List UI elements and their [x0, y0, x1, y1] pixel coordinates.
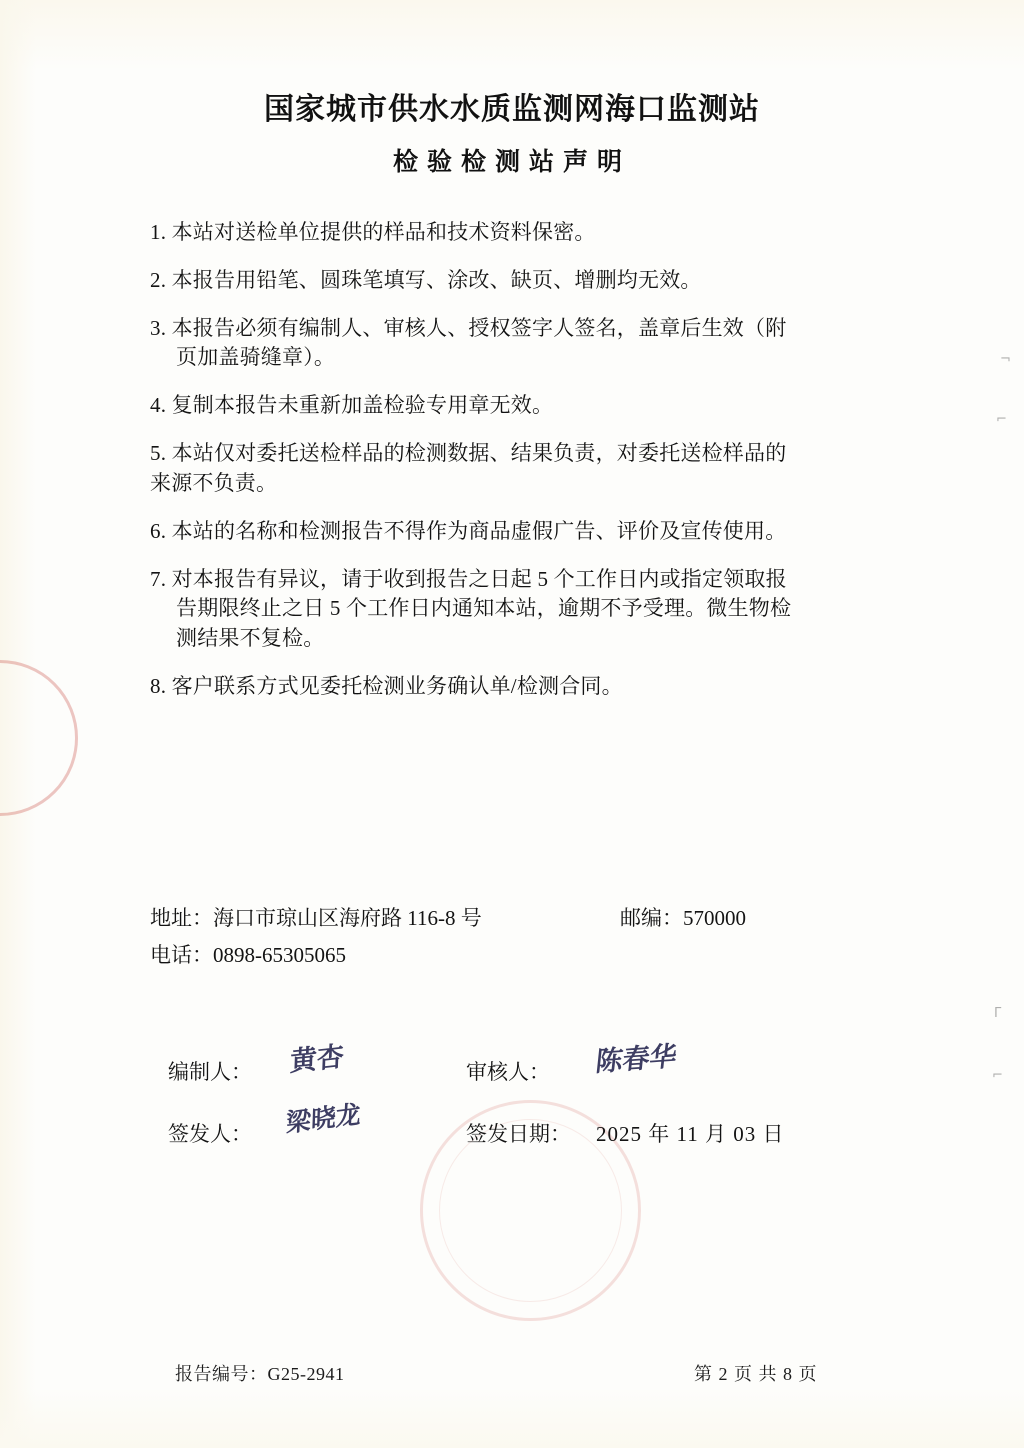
clause-item-5-line2: 来源不负责。	[150, 470, 278, 495]
preparer-signature	[286, 1041, 466, 1097]
document-page: ¬ ⌐ Γ ⌐ 国家城市供水水质监测网海口监测站 检验检测站声明 1. 本站对送检单位提供的样品和技术资料保密。 2. 本报告用铅笔、圆珠笔填写、涂改、缺页、增删均无效。 3. 本报告必须有编制人、审核人、授权签字人签名，盖章后生效（附 页加盖骑缝章）。 4. 复制本报告未重新加盖检验专用章无效。 5. 本站仅对委托送检样品的检测数据、结果负责，对委托送检样品的 来源不负责。 6. 本站的名称和检测报告不得作为商品虚假广告、评价及宣传使用。 7. 对本报告有异议，请于收到报告之日起 5 个工作日内或指定领取报 告期限终止之日 5 个工作日内通知本站，逾期不予受理。微生物检 测结果不复检。 8. 客户联系方式见委托检测业务确认单/检测合同。 地址：海口市琼山区海府路 116-8 号 邮编：570000 电话：0898-65305065 编制人： 黄杏 审核人： 陈春华 签发人： 梁晓龙 签发日期： 2025 年 11 月 03 日 报告编号：G25-2941 第 2 页 共 8 页	[0, 0, 1024, 1448]
issue-date-value: 2025 年 11 月 03 日	[596, 1122, 785, 1146]
scan-edge-tint-top	[0, 0, 1024, 70]
clause-item-7-line3: 测结果不复检。	[176, 626, 325, 651]
phone-field	[150, 937, 620, 974]
scan-edge-tint-left	[0, 0, 36, 1448]
issuer-signature-text: 梁晓龙	[285, 1099, 362, 1138]
clause-item-8: 8. 客户联系方式见委托检测业务确认单/检测合同。	[150, 673, 623, 698]
postcode-label: 邮编：	[620, 906, 683, 930]
clause-item-6: 6. 本站的名称和检测报告不得作为商品虚假广告、评价及宣传使用。	[150, 518, 787, 543]
phone-row	[150, 937, 890, 974]
clause-item-5-line1: 5. 本站仅对委托送检样品的检测数据、结果负责，对委托送检样品的	[150, 441, 787, 466]
signature-row-preparer-reviewer	[168, 1040, 908, 1102]
issuer-label: 签发人：	[168, 1122, 252, 1146]
scan-edge-tint-bottom	[0, 1388, 1024, 1448]
reviewer-signature-text: 陈春华	[594, 1041, 679, 1079]
page-title: 国家城市供水水质监测网海口监测站	[264, 92, 760, 127]
clause-item-7-line1: 7. 对本报告有异议，请于收到报告之日起 5 个工作日内或指定领取报	[150, 566, 787, 591]
clause-item-7-line2: 告期限终止之日 5 个工作日内通知本站，逾期不予受理。微生物检	[176, 596, 792, 621]
clause-item-1: 1. 本站对送检单位提供的样品和技术资料保密。	[150, 220, 596, 244]
clause-item-5	[150, 439, 885, 499]
report-number-label: 报告编号：	[175, 1364, 268, 1384]
report-number-value: G25-2941	[267, 1364, 345, 1384]
signature-row-issuer-date	[168, 1099, 908, 1164]
signature-block	[168, 1040, 908, 1164]
postcode-value: 570000	[683, 906, 746, 930]
postcode-field	[620, 900, 746, 937]
red-stamp-partial-left	[0, 660, 78, 816]
statement-clause-list	[150, 218, 885, 720]
preparer-signature-text: 黄杏	[289, 1041, 345, 1078]
report-number	[175, 1360, 345, 1386]
reviewer-signature	[594, 1041, 776, 1097]
page-footer	[0, 1360, 1024, 1386]
clause-item-4: 4. 复制本报告未重新加盖检验专用章无效。	[150, 393, 554, 418]
issuer-signature	[285, 1099, 466, 1159]
clause-item-3	[150, 314, 885, 374]
page-subtitle: 检验检测站声明	[392, 147, 631, 176]
address-label: 地址：	[150, 906, 213, 930]
preparer-label: 编制人：	[168, 1060, 252, 1084]
contact-block	[150, 900, 890, 974]
address-row	[150, 900, 890, 937]
clause-item-7	[150, 565, 885, 654]
clause-item-2: 2. 本报告用铅笔、圆珠笔填写、涂改、缺页、增删均无效。	[150, 267, 702, 292]
page-number: 第 2 页 共 8 页	[694, 1364, 818, 1384]
phone-value: 0898-65305065	[213, 942, 346, 967]
clause-item-3-line1: 3. 本报告必须有编制人、审核人、授权签字人签名，盖章后生效（附	[150, 315, 787, 340]
issue-date-label: 签发日期：	[466, 1122, 571, 1146]
phone-label: 电话：	[150, 942, 213, 967]
address-value: 海口市琼山区海府路 116-8 号	[213, 906, 482, 930]
clause-item-3-line2: 页加盖骑缝章）。	[176, 345, 336, 370]
reviewer-label: 审核人：	[466, 1060, 550, 1084]
address-field	[150, 900, 620, 937]
